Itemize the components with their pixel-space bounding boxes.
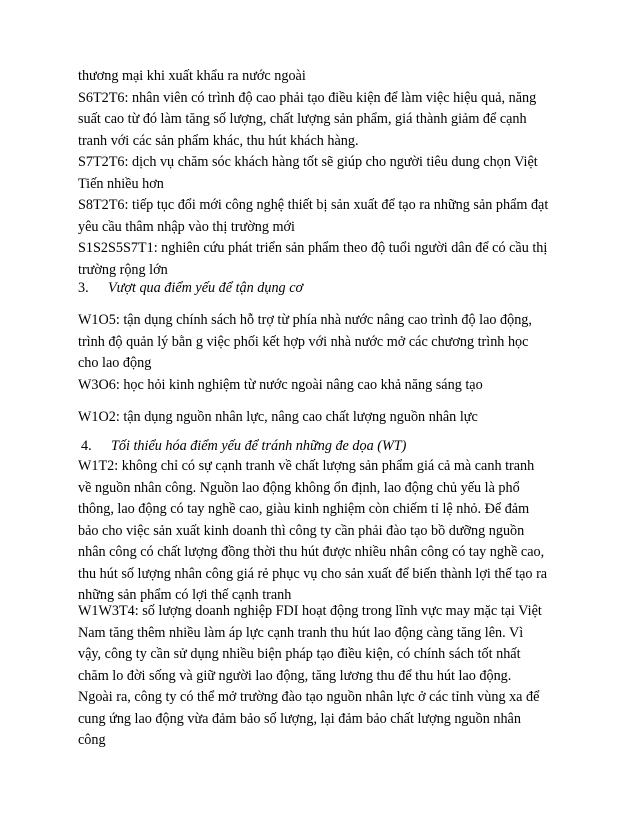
text-line: thông, lao động có tay nghề cao, giàu kinh nghiệm còn chiếm tỉ lệ nhỏ. Để đảm [78, 501, 530, 517]
section-heading-3 [78, 278, 303, 300]
section-title: Vượt qua điểm yếu để tận dụng cơ [108, 280, 304, 296]
text-line: những sản phẩm có lợi thế cạnh tranh [78, 587, 292, 603]
section-number: 3. [78, 280, 89, 296]
text-line: W1W3T4: số lượng doanh nghiệp FDI hoạt động trong lĩnh vực may mặc tại Việt [78, 603, 542, 619]
paragraph-strategies-st [78, 66, 548, 281]
section-title: Tối thiểu hóa điểm yếu để tránh những đe dọa (WT) [111, 438, 407, 454]
text-line: nhân công có chất lượng đồng thời thu hút được nhiều nhân công có tay nghề cao, [78, 544, 545, 560]
text-line: thương mại khi xuất khẩu ra nước ngoài [78, 68, 306, 84]
paragraph-w3o6 [78, 375, 483, 397]
text-line: W1O5: tận dụng chính sách hỗ trợ từ phía nhà nước nâng cao trình độ lao động, [78, 312, 532, 328]
section-number: 4. [81, 438, 92, 454]
paragraph-w1t2 [78, 456, 547, 607]
paragraph-w1w3t4 [78, 601, 542, 752]
text-line: chăm lo đời sống và giữ người lao động, tăng lương thu để thu hút lao động. [78, 667, 512, 684]
text-line: về nguồn nhân công. Nguồn lao động không ổn định, lao động chủ yếu là phổ [78, 479, 520, 496]
text-line: W3O6: học hỏi kinh nghiệm từ nước ngoài nâng cao khả năng sáng tạo [78, 377, 483, 393]
text-line: công [78, 732, 106, 748]
text-line: Tiến nhiều hơn [78, 175, 164, 192]
text-line: yêu cầu thâm nhập vào thị trường mới [78, 218, 295, 235]
text-line: suất cao từ đó làm tăng số lượng, chất lượng sản phẩm, giá thành giảm để cạnh [78, 111, 527, 127]
text-line: S8T2T6: tiếp tục đổi mới công nghệ thiết bị sản xuất để tạo ra những sản phẩm đạt [78, 197, 549, 213]
text-line: Ngoài ra, công ty có thể mở trường đào tạo nguồn nhân lực ở các tỉnh vùng xa để [78, 689, 540, 705]
text-line: W1T2: không chỉ có sự cạnh tranh về chất lượng sản phẩm giá cả mà canh tranh [78, 458, 535, 474]
text-line: S6T2T6: nhân viên có trình độ cao phải tạo điều kiện để làm việc hiệu quả, năng [78, 89, 537, 106]
text-line: S1S2S5S7T1: nghiên cứu phát triển sản phẩm theo độ tuổi người dân để có cầu thị [78, 240, 548, 256]
text-line: trình độ quản lý bằn g việc phối kết hợp với nhà nước mở các chương trình học [78, 333, 529, 350]
text-line: tranh với các sản phẩm khác, thu hút khách hàng. [78, 132, 359, 149]
text-line: trường rộng lớn [78, 261, 168, 278]
text-line: thu hút số lượng nhân công giá rẻ phục vụ cho sản xuất để biến thành lợi thế tạo ra [78, 565, 548, 582]
text-line: Nam tăng thêm nhiều làm áp lực cạnh tranh thu hút lao động càng tăng lên. Vì [78, 624, 524, 641]
text-line: S7T2T6: dịch vụ chăm sóc khách hàng tốt sẽ giúp cho người tiêu dung chọn Việt [78, 154, 538, 170]
section-heading-4 [81, 436, 406, 458]
text-line: cung ứng lao động vừa đảm bảo số lượng, lại đảm bảo chất lượng nguồn nhân [78, 710, 521, 727]
text-line: cho lao động [78, 355, 152, 371]
text-line: bảo cho việc sản xuất kinh doanh thì công ty cần phải đào tạo bồ dưỡng nguồn [78, 522, 525, 539]
paragraph-w1o2 [78, 407, 478, 429]
text-line: W1O2: tận dụng nguồn nhân lực, nâng cao chất lượng nguồn nhân lực [78, 409, 478, 425]
paragraph-w1o5 [78, 310, 532, 375]
text-line: vậy, công ty cần sử dụng nhiều biện pháp tạo điều kiện, có chính sách tốt nhất [78, 646, 521, 662]
